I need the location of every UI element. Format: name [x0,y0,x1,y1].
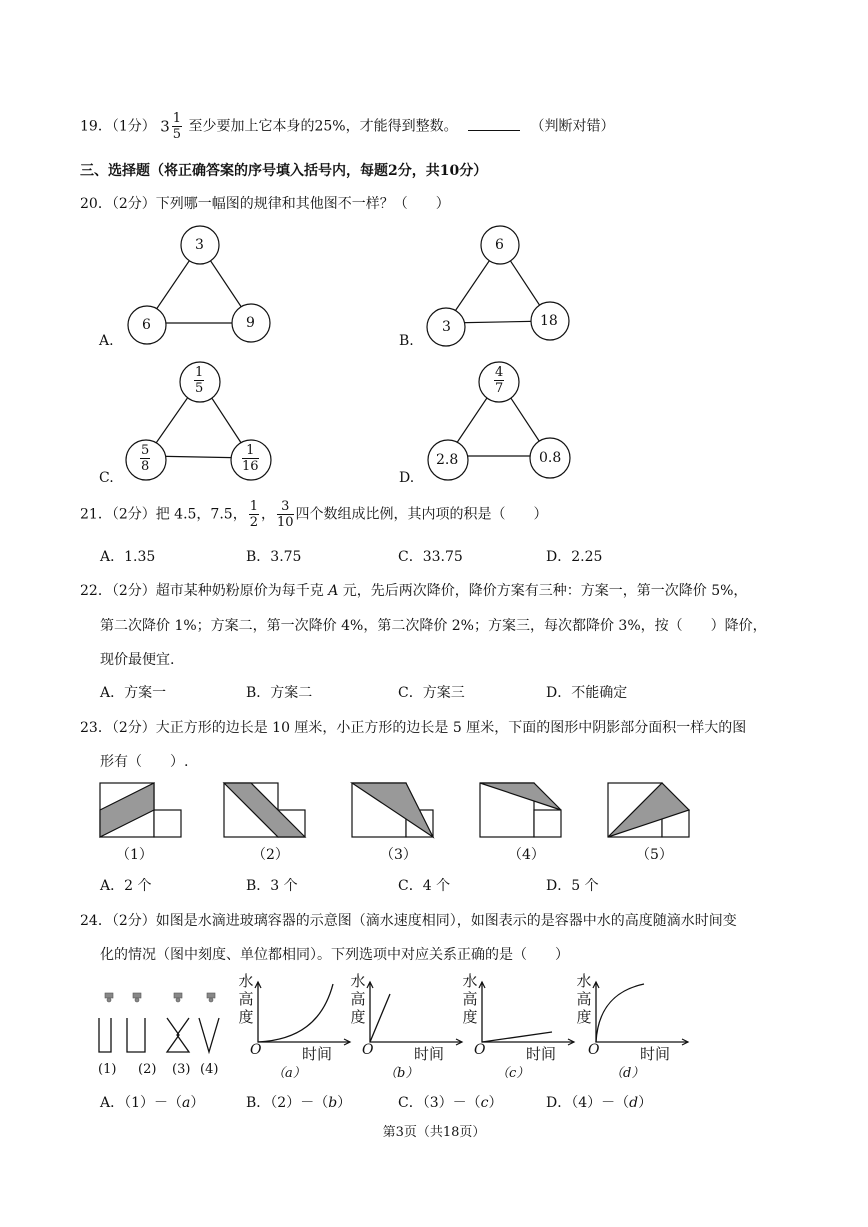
figure-label: （1） [116,847,153,863]
graph-a [238,972,343,1082]
option-c[interactable]: C．33.75 [398,549,463,565]
option-a[interactable]: A．2 个 [100,878,152,894]
option-d[interactable]: D．2.25 [546,549,603,565]
graph-d [576,972,681,1082]
option-b[interactable]: B．3.75 [246,549,302,565]
mixed-number: 3 $\frac{1}{5}$ [160,111,182,142]
fraction-node-top: $\frac{4}{7}$ [495,365,504,396]
figure-label: （5） [636,847,673,863]
graph-label: （b） [384,1066,419,1081]
fraction-node-top: $\frac{1}{5}$ [195,365,204,396]
x-axis-label: 时间 [526,1045,557,1063]
node-top: 3 [195,237,204,253]
question-24-line-2: 化的情况（图中刻度、单位都相同）。下列选项中对应关系正确的是（ ） [100,947,569,963]
question-20: 20．（2分）下列哪一幅图的规律和其他图不一样？（ ） [80,196,450,212]
fraction-one-half: $\frac{1}{2}$ [249,499,258,530]
fraction-three-tenths: $\frac{3}{10}$ [276,499,294,530]
option-d[interactable]: D．不能确定 [546,685,628,701]
origin-label: O [250,1042,262,1058]
graph-label: （c） [496,1066,530,1081]
figure-label: （3） [380,847,417,863]
figure-label: （4） [508,847,545,863]
x-axis-label: 时间 [640,1045,671,1063]
origin-label: O [588,1042,600,1058]
question-21: 21．（2分）把 4.5，7.5， $\frac{1}{2}$ ， $\frac{3}{10}$ 四个数组成比例，其内项的积是（ ） [80,499,548,530]
containers-diagram [95,990,235,1060]
container-label: (1) [98,1062,117,1077]
height-curve [482,1032,552,1042]
axes [256,972,351,1050]
graph-label: （d） [610,1066,645,1081]
page-footer: 第3页（共18页） [382,1125,486,1140]
question-22-line-3: 现价最便宜. [100,652,175,668]
square-figure-3 [352,783,442,841]
question-24-line-1: 24．（2分）如图是水滴进玻璃容器的示意图（滴水速度相同），如图表示的是容器中水的高度随滴水时间变 [80,913,737,929]
node-right: 9 [246,315,255,331]
container-label: (4) [200,1062,219,1077]
option-b[interactable]: B．方案二 [246,685,313,701]
axis-lines [370,982,462,1042]
axes [480,972,575,1050]
axes [594,972,689,1050]
question-19 [80,112,615,141]
option-label: D. [399,470,415,486]
square-figure-5 [608,783,698,841]
node-left: 6 [142,317,151,333]
option-label: A. [99,333,114,349]
option-a[interactable]: A．1.35 [100,549,156,565]
node-top: 6 [495,237,504,253]
node-right: 18 [540,313,558,329]
x-axis-label: 时间 [414,1045,445,1063]
q19-number: 19．（1分） [80,118,156,135]
graph-b [350,972,455,1082]
square-figure-4 [480,783,570,841]
graph-label: （a） [272,1066,306,1081]
figure-label: （2） [252,847,289,863]
square-figure-1 [100,783,190,841]
option-a[interactable]: A．方案一 [100,685,167,701]
height-curve [596,984,644,1042]
origin-label: O [362,1042,374,1058]
axis-lines [258,982,350,1042]
option-c[interactable]: C．4 个 [398,878,451,894]
fraction-node-right: $\frac{1}{16}$ [242,443,259,474]
q19-text: 至少要加上它本身的25%，才能得到整数。 [188,118,458,135]
option-d[interactable]: D．（4）－（d） [546,1095,653,1111]
option-label: C. [99,470,114,486]
q19-tail: （判断对错） [530,118,615,135]
option-b[interactable]: B．3 个 [246,878,298,894]
option-c[interactable]: C．（3）－（c） [398,1095,503,1111]
question-23-line-2: 形有（ ）. [100,754,189,770]
axis-lines [482,982,574,1042]
height-curve [258,984,333,1042]
container-label: (3) [172,1062,191,1077]
y-axis-label: 水 高 度 [238,972,254,1026]
graph-c [462,972,567,1082]
y-axis-label: 水 高 度 [462,972,478,1026]
option-d[interactable]: D．5 个 [546,878,599,894]
triangle-diagram-a [120,225,300,355]
container-label: (2) [138,1062,157,1077]
triangle-diagram-b [420,225,600,355]
option-c[interactable]: C．方案三 [398,685,465,701]
node-right: 0.8 [539,450,562,466]
option-label: B. [399,333,414,349]
height-curve [370,994,390,1042]
y-axis-label: 水 高 度 [350,972,366,1026]
option-a[interactable]: A．（1）－（a） [100,1095,205,1111]
square-figure-2 [224,783,314,841]
x-axis-label: 时间 [302,1045,333,1063]
origin-label: O [474,1042,486,1058]
answer-blank[interactable] [468,118,520,131]
node-left: 3 [442,319,451,335]
question-22-line-2: 第二次降价 1%；方案二，第一次降价 4%，第二次降价 2%；方案三，每次都降价 3%，按（ ）降价， [100,618,767,634]
fraction-node-left: $\frac{5}{8}$ [141,443,150,474]
question-22-line-1: 22．（2分）超市某种奶粉原价为每千克 A 元，先后两次降价，降价方案有三种：方案一，第一次降价 5%， [80,583,748,599]
y-axis-label: 水 高 度 [576,972,592,1026]
option-b[interactable]: B．（2）－（b） [246,1095,352,1111]
node-left: 2.8 [436,452,459,468]
axis-lines [596,982,688,1042]
section-title: 三、选择题（将正确答案的序号填入括号内，每题2分，共10分） [80,163,488,179]
axes [368,972,463,1050]
question-23-line-1: 23．（2分）大正方形的边长是 10 厘米，小正方形的边长是 5 厘米，下面的图形中阴影部分面积一样大的图 [80,720,747,736]
